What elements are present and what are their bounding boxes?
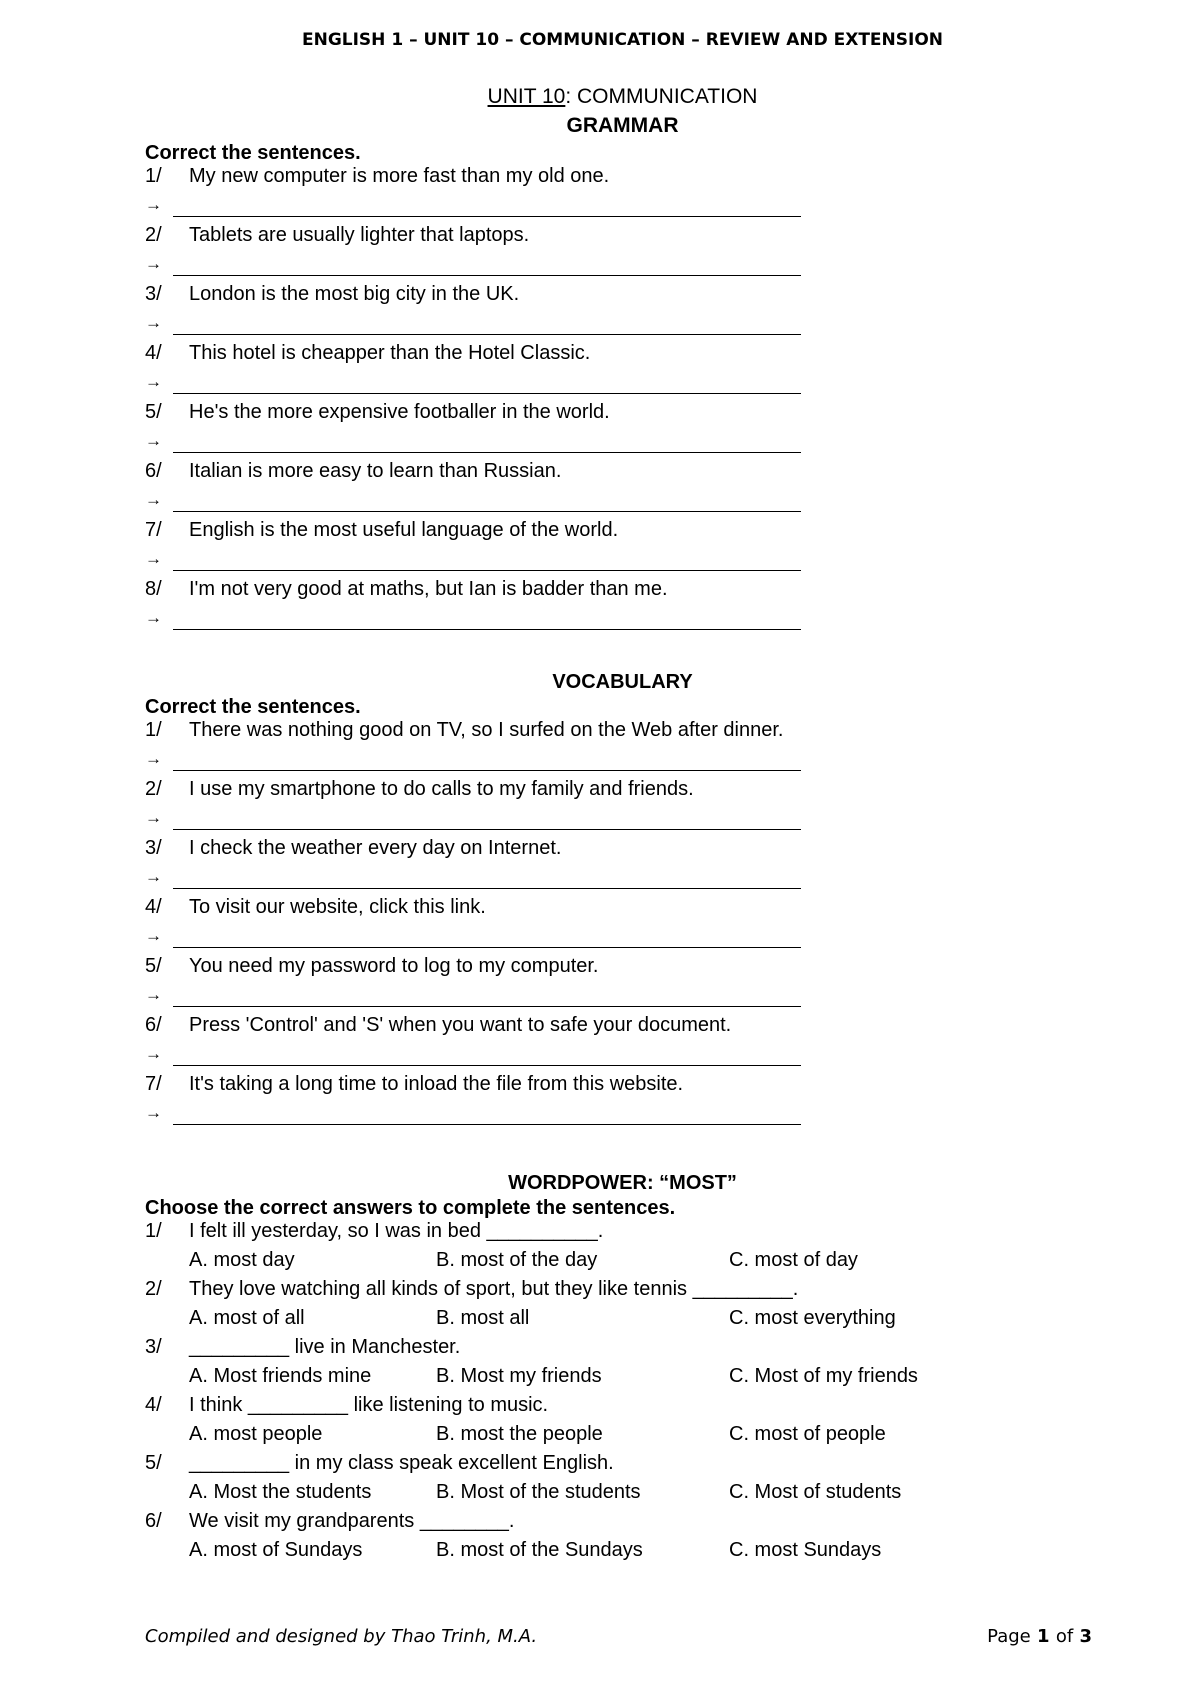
item-number: 6/ (145, 1510, 162, 1532)
footer-credit: Compiled and designed by Thao Trinh, M.A. (145, 1626, 538, 1647)
item-text: Tablets are usually lighter that laptops. (189, 224, 530, 246)
item-number: 7/ (145, 1073, 162, 1095)
item-text: London is the most big city in the UK. (189, 283, 520, 305)
option-a[interactable]: A. most people (189, 1423, 323, 1445)
arrow-icon: → (145, 867, 162, 886)
item-number: 3/ (145, 1336, 162, 1358)
vocabulary-item (145, 837, 1145, 896)
answer-line[interactable] (173, 829, 801, 830)
item-text: I think _________ like listening to music. (189, 1394, 549, 1416)
vocabulary-item (145, 719, 1145, 778)
wordpower-item (145, 1510, 1145, 1568)
page-title (0, 82, 1200, 111)
answer-line[interactable] (173, 1006, 801, 1007)
option-b[interactable]: B. Most my friends (436, 1365, 602, 1387)
vocabulary-instruction: Correct the sentences. (145, 696, 361, 718)
of-label: of (1055, 1626, 1074, 1647)
arrow-icon: → (145, 254, 162, 273)
page-label: Page (987, 1626, 1031, 1647)
grammar-items (145, 165, 1145, 637)
arrow-icon: → (145, 1103, 162, 1122)
wordpower-heading: WORDPOWER: “MOST” (508, 1172, 737, 1194)
answer-line[interactable] (173, 947, 801, 948)
wordpower-items (145, 1220, 1145, 1568)
option-b[interactable]: B. most the people (436, 1423, 603, 1445)
wordpower-item (145, 1452, 1145, 1510)
answer-line[interactable] (173, 393, 801, 394)
grammar-item (145, 578, 1145, 637)
answer-line[interactable] (173, 1124, 801, 1125)
grammar-item (145, 165, 1145, 224)
item-number: 4/ (145, 896, 162, 918)
item-text: My new computer is more fast than my old one. (189, 165, 610, 187)
item-text: This hotel is cheapper than the Hotel Classic. (189, 342, 591, 364)
option-c[interactable]: C. Most of my friends (729, 1365, 918, 1387)
item-number: 3/ (145, 283, 162, 305)
arrow-icon: → (145, 431, 162, 450)
item-text: There was nothing good on TV, so I surfed on the Web after dinner. (189, 719, 784, 741)
wordpower-section (145, 1172, 1145, 1568)
option-c[interactable]: C. most Sundays (729, 1539, 882, 1561)
item-text: _________ in my class speak excellent English. (189, 1452, 614, 1474)
arrow-icon: → (145, 1044, 162, 1063)
wordpower-item (145, 1336, 1145, 1394)
item-text: _________ live in Manchester. (189, 1336, 461, 1358)
item-text: To visit our website, click this link. (189, 896, 486, 918)
wordpower-instruction: Choose the correct answers to complete the sentences. (145, 1197, 676, 1219)
option-a[interactable]: A. most of Sundays (189, 1539, 363, 1561)
total-pages: 3 (1079, 1626, 1092, 1647)
title-block (0, 82, 1200, 140)
option-b[interactable]: B. Most of the students (436, 1481, 641, 1503)
item-number: 7/ (145, 519, 162, 541)
arrow-icon: → (145, 608, 162, 627)
item-text: He's the more expensive footballer in the world. (189, 401, 610, 423)
arrow-icon: → (145, 195, 162, 214)
item-text: You need my password to log to my computer. (189, 955, 599, 977)
item-number: 5/ (145, 401, 162, 423)
item-number: 1/ (145, 165, 162, 187)
option-b[interactable]: B. most of the Sundays (436, 1539, 643, 1561)
grammar-item (145, 401, 1145, 460)
option-c[interactable]: C. most everything (729, 1307, 896, 1329)
answer-line[interactable] (173, 629, 801, 630)
arrow-icon: → (145, 372, 162, 391)
item-text: It's taking a long time to inload the file from this website. (189, 1073, 684, 1095)
item-text: I felt ill yesterday, so I was in bed __________. (189, 1220, 604, 1242)
arrow-icon: → (145, 985, 162, 1004)
page-number (987, 1626, 1092, 1647)
item-number: 5/ (145, 955, 162, 977)
answer-line[interactable] (173, 770, 801, 771)
arrow-icon: → (145, 313, 162, 332)
answer-line[interactable] (173, 334, 801, 335)
answer-line[interactable] (173, 888, 801, 889)
arrow-icon: → (145, 490, 162, 509)
vocabulary-item (145, 955, 1145, 1014)
option-b[interactable]: B. most all (436, 1307, 530, 1329)
grammar-item (145, 224, 1145, 283)
unit-label: UNIT 10 (487, 85, 566, 108)
option-a[interactable]: A. Most friends mine (189, 1365, 372, 1387)
item-text: I use my smartphone to do calls to my family and friends. (189, 778, 694, 800)
answer-line[interactable] (173, 1065, 801, 1066)
vocabulary-items (145, 719, 1145, 1132)
item-text: I'm not very good at maths, but Ian is badder than me. (189, 578, 668, 600)
option-a[interactable]: A. most day (189, 1249, 295, 1271)
grammar-section (145, 140, 1145, 637)
item-text: They love watching all kinds of sport, but they like tennis _________. (189, 1278, 799, 1300)
arrow-icon: → (145, 808, 162, 827)
grammar-heading: GRAMMAR (566, 114, 679, 137)
item-text: Press 'Control' and 'S' when you want to safe your document. (189, 1014, 732, 1036)
topic-label: : COMMUNICATION (565, 85, 758, 108)
wordpower-item (145, 1278, 1145, 1336)
page-header: ENGLISH 1 – UNIT 10 – COMMUNICATION – REVIEW AND EXTENSION (301, 30, 944, 50)
item-text: Italian is more easy to learn than Russian. (189, 460, 562, 482)
wordpower-item (145, 1220, 1145, 1278)
answer-line[interactable] (173, 452, 801, 453)
item-text: English is the most useful language of the world. (189, 519, 619, 541)
answer-line[interactable] (173, 216, 801, 217)
arrow-icon: → (145, 549, 162, 568)
grammar-item (145, 460, 1145, 519)
item-number: 6/ (145, 460, 162, 482)
item-number: 6/ (145, 1014, 162, 1036)
vocabulary-heading: VOCABULARY (552, 671, 693, 693)
item-number: 8/ (145, 578, 162, 600)
item-number: 2/ (145, 778, 162, 800)
item-number: 2/ (145, 1278, 162, 1300)
option-c[interactable]: C. Most of students (729, 1481, 902, 1503)
grammar-instruction: Correct the sentences. (145, 142, 361, 164)
arrow-icon: → (145, 749, 162, 768)
vocabulary-section (145, 671, 1145, 1132)
item-number: 3/ (145, 837, 162, 859)
grammar-item (145, 283, 1145, 342)
vocabulary-item (145, 778, 1145, 837)
item-number: 1/ (145, 719, 162, 741)
item-text: We visit my grandparents ________. (189, 1510, 515, 1532)
item-text: I check the weather every day on Internet. (189, 837, 562, 859)
vocabulary-item (145, 896, 1145, 955)
grammar-item (145, 519, 1145, 578)
answer-line[interactable] (173, 511, 801, 512)
option-c[interactable]: C. most of day (729, 1249, 858, 1271)
option-c[interactable]: C. most of people (729, 1423, 886, 1445)
vocabulary-item (145, 1073, 1145, 1132)
grammar-item (145, 342, 1145, 401)
answer-line[interactable] (173, 275, 801, 276)
option-a[interactable]: A. most of all (189, 1307, 305, 1329)
item-number: 4/ (145, 1394, 162, 1416)
item-number: 5/ (145, 1452, 162, 1474)
item-number: 1/ (145, 1220, 162, 1242)
current-page: 1 (1037, 1626, 1050, 1647)
item-number: 4/ (145, 342, 162, 364)
item-number: 2/ (145, 224, 162, 246)
arrow-icon: → (145, 926, 162, 945)
answer-line[interactable] (173, 570, 801, 571)
vocabulary-item (145, 1014, 1145, 1073)
wordpower-item (145, 1394, 1145, 1452)
option-b[interactable]: B. most of the day (436, 1249, 598, 1271)
option-a[interactable]: A. Most the students (189, 1481, 372, 1503)
